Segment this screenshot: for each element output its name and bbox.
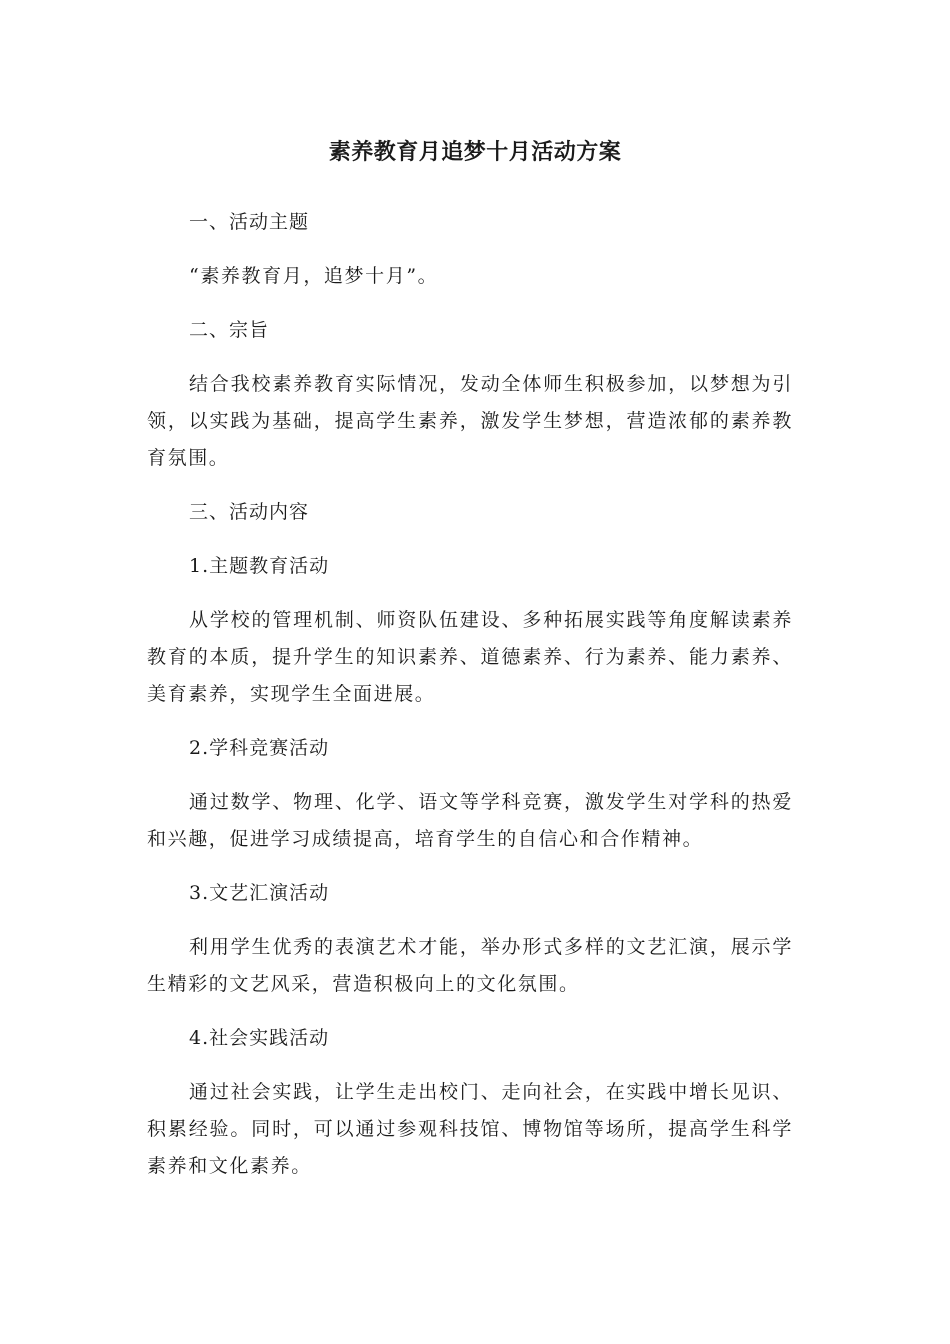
subheading-theme-education: 1.主题教育活动: [189, 555, 330, 577]
paragraph-arts-performance: 利用学生优秀的表演艺术才能，举办形式多样的文艺汇演，展示学生精彩的文艺风采，营造积极向上的文化氛围。: [147, 936, 793, 995]
paragraph-subject-competition: 通过数学、物理、化学、语文等学科竞赛，激发学生对学科的热爱和兴趣，促进学习成绩提高，培育学生的自信心和合作精神。: [147, 791, 793, 850]
paragraph-theme: “素养教育月，追梦十月”。: [189, 265, 439, 287]
document-title: 素养教育月追梦十月活动方案: [328, 140, 622, 165]
subheading-social-practice: 4.社会实践活动: [189, 1027, 330, 1049]
paragraph-purpose: 结合我校素养教育实际情况，发动全体师生积极参加，以梦想为引领，以实践为基础，提高学生素养，激发学生梦想，营造浓郁的素养教育氛围。: [147, 373, 793, 469]
section-heading-theme: 一、活动主题: [189, 211, 310, 233]
subheading-arts-performance: 3.文艺汇演活动: [189, 882, 330, 904]
section-heading-purpose: 二、宗旨: [189, 319, 270, 341]
paragraph-social-practice: 通过社会实践，让学生走出校门、走向社会，在实践中增长见识、积累经验。同时，可以通过参观科技馆、博物馆等场所，提高学生科学素养和文化素养。: [147, 1081, 793, 1177]
subheading-subject-competition: 2.学科竞赛活动: [189, 737, 330, 759]
section-heading-content: 三、活动内容: [189, 501, 310, 523]
document-body: [147, 204, 793, 1202]
paragraph-theme-education: 从学校的管理机制、师资队伍建设、多种拓展实践等角度解读素养教育的本质，提升学生的知识素养、道德素养、行为素养、能力素养、美育素养，实现学生全面进展。: [147, 609, 793, 705]
